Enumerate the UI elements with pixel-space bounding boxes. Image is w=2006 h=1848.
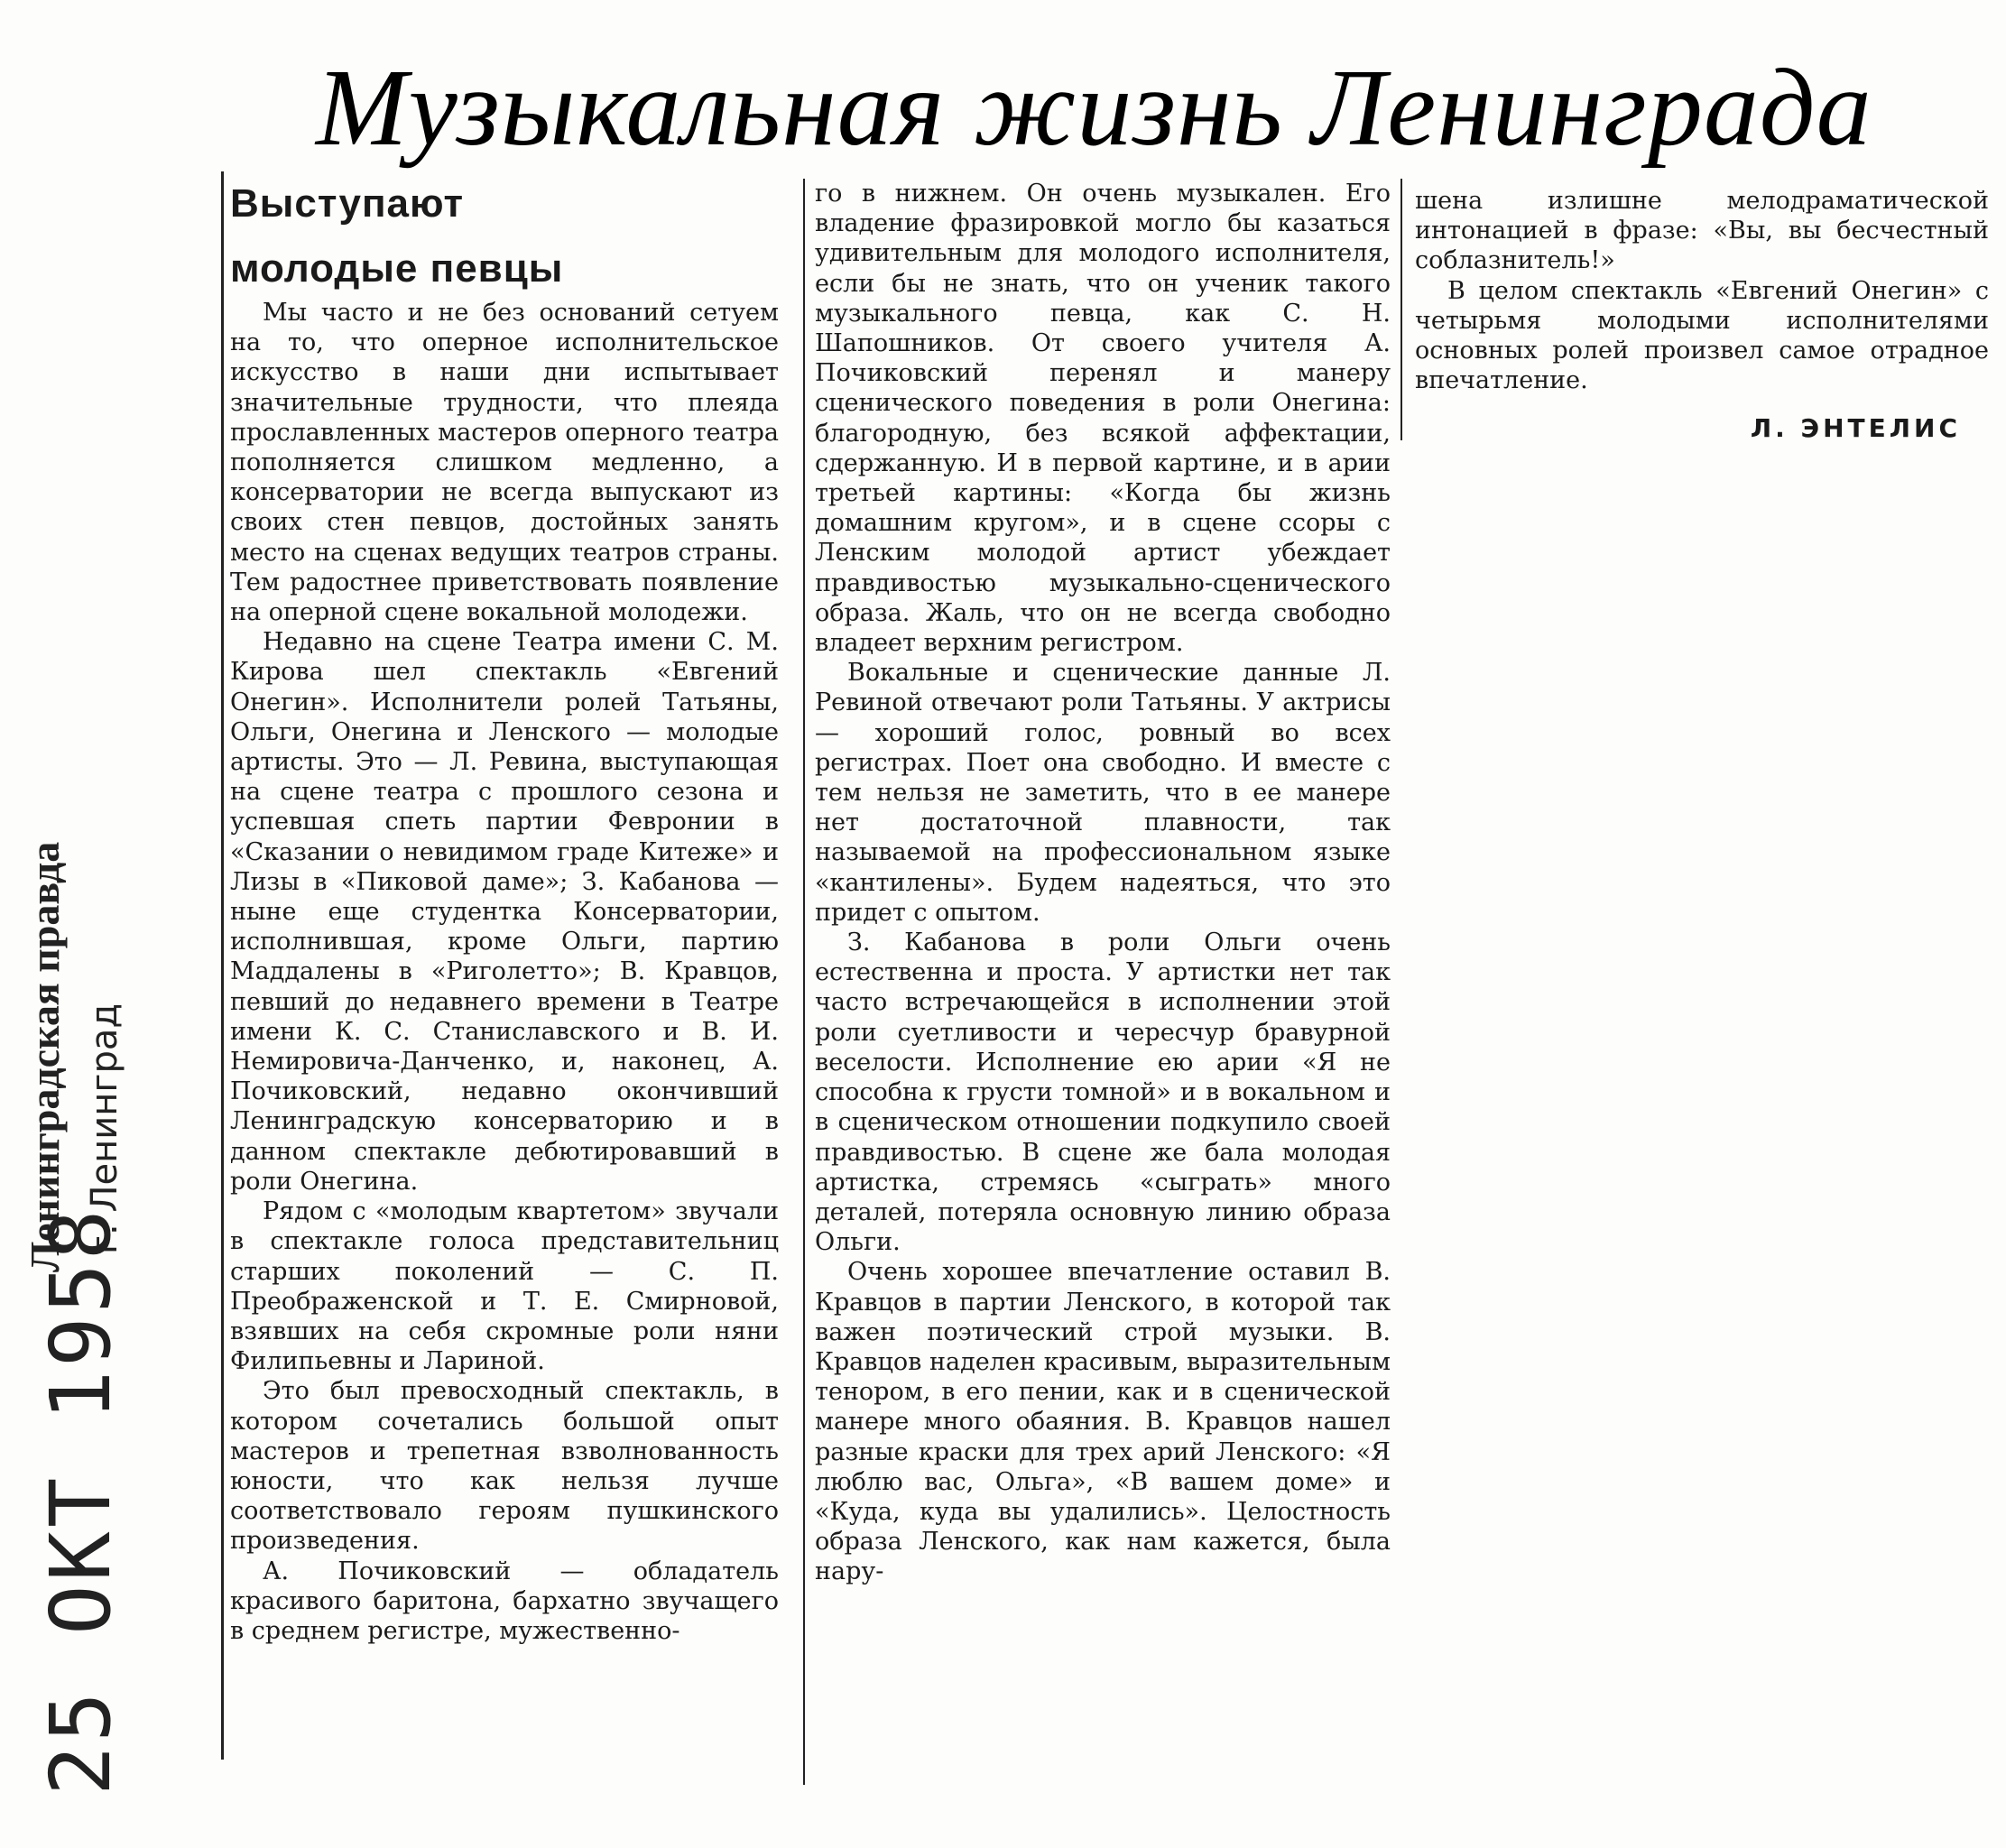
paragraph: В целом спектакль «Евгений Онегин» с четырьмя молодыми исполнителями основных ролей произвел самое отрадное впечатление. <box>1415 276 1989 395</box>
left-column-rule <box>221 171 224 1760</box>
stamp-newspaper-name: Ленинградская правда <box>22 841 68 1272</box>
column-divider-1 <box>803 179 805 1785</box>
paragraph: Это был превосходный спектакль, в котором сочетались большой опыт мастеров и трепетная взволнованность юности, что как нельзя лучше соответствовало героям пушкинского произведения. <box>230 1377 779 1556</box>
author-signature: Л. ЭНТЕЛИС <box>1750 413 1961 443</box>
headline: Музыкальная жизнь Ленинграда <box>316 47 1872 169</box>
column-divider-2 <box>1401 179 1402 440</box>
paragraph: шена излишне мелодраматической интонацией в фразе: «Вы, вы бесчестный соблазнитель!» <box>1415 187 1989 275</box>
paragraph: го в нижнем. Он очень музыкален. Его владение фразировкой могло бы казаться удивительным для молодого исполнителя, если бы не знать, что он ученик такого музыкального певца, как С. Н. Шапошников. От своего учителя А. Почиковский перенял и манеру сценического поведения в роли Онегина: благородную, без всякой аффектации, сдержанную. И в первой картине, и в арии третьей картины: «Когда бы жизнь домашним кругом», и в сцене ссоры с Ленским молодой артист убеждает правдивостью музыкально-сценического образа. Жаль, что он не всегда свободно владеет верхним регистром. <box>815 180 1391 658</box>
article-subheading <box>230 171 772 301</box>
article-column-1 <box>230 298 779 1646</box>
archive-date-stamp <box>14 749 149 1796</box>
article-column-3 <box>1415 186 1989 395</box>
subheading-line-1: Выступают <box>230 181 465 226</box>
stamp-date: 25 ОКТ 1958 <box>32 1206 129 1796</box>
paragraph: Вокальные и сценические данные Л. Ревиной отвечают роли Татьяны. У актрисы — хороший голос, ровный во всех регистрах. Поет она свободно. И вместе с тем нельзя не заметить, что в ее манере нет достаточной плавности, так называемой на профессиональном языке «кантилены». Будем надеяться, что это придет с опытом. <box>815 659 1391 927</box>
paragraph: А. Почиковский — обладатель красивого баритона, бархатно звучащего в среднем регистре, мужественно- <box>230 1557 779 1645</box>
stamp-city: г. Ленинград <box>84 1003 125 1254</box>
paragraph: Мы часто и не без оснований сетуем на то, что оперное исполнительское искусство в наши дни испытывает значительные трудности, что плеяда прославленных мастеров оперного театра пополняется слишком медленно, а консерватории не всегда выпускают из своих стен певцов, достойных занять место на сценах ведущих театров страны. Тем радостнее приветствовать появление на оперной сцене вокальной молодежи. <box>230 299 779 627</box>
paragraph: Очень хорошее впечатление оставил В. Кравцов в партии Ленского, в которой так важен поэтический строй музыки. В. Кравцов наделен красивым, выразительным тенором, в его пении, как и в сценической манере много обаяния. В. Кравцов нашел разные краски для трех арий Ленского: «Я люблю вас, Ольга», «В вашем доме» и «Куда, куда вы удалились». Целостность образа Ленского, как нам кажется, была нару- <box>815 1258 1391 1586</box>
paragraph: З. Кабанова в роли Ольги очень естественна и проста. У артистки нет так часто встречающейся в исполнении этой роли суетливости и чересчур бравурной веселости. Исполнение ею арии «Я не способна к грусти томной» и в вокальном и в сценическом отношении подкупило своей правдивостью. В сцене же бала молодая артистка, стремясь «сыграть» много деталей, потеряла основную линию образа Ольги. <box>815 929 1391 1257</box>
subheading-line-2: молодые певцы <box>230 246 564 291</box>
paragraph: Рядом с «молодым квартетом» звучали в спектакле голоса представительниц старших поколений — С. П. Преображенской и Т. Е. Смирновой, взявших на себя скромные роли няни Филипьевны и Лариной. <box>230 1197 779 1376</box>
paragraph: Недавно на сцене Театра имени С. М. Кирова шел спектакль «Евгений Онегин». Исполнители ролей Татьяны, Ольги, Онегина и Ленского — молодые артисты. Это — Л. Ревина, выступающая на сцене театра с прошлого сезона и успевшая спеть партии Февронии в «Сказании о невидимом граде Китеже» и Лизы в «Пиковой даме»; З. Кабанова — ныне еще студентка Консерватории, исполнившая, кроме Ольги, партию Маддалены в «Риголетто»; В. Кравцов, певший до недавнего времени в Театре имени К. С. Станиславского и В. И. Немировича-Данченко, и, наконец, А. Почиковский, недавно окончивший Ленинградскую консерваторию и в данном спектакле дебютировавший в роли Онегина. <box>230 628 779 1196</box>
article-column-2 <box>815 179 1391 1587</box>
